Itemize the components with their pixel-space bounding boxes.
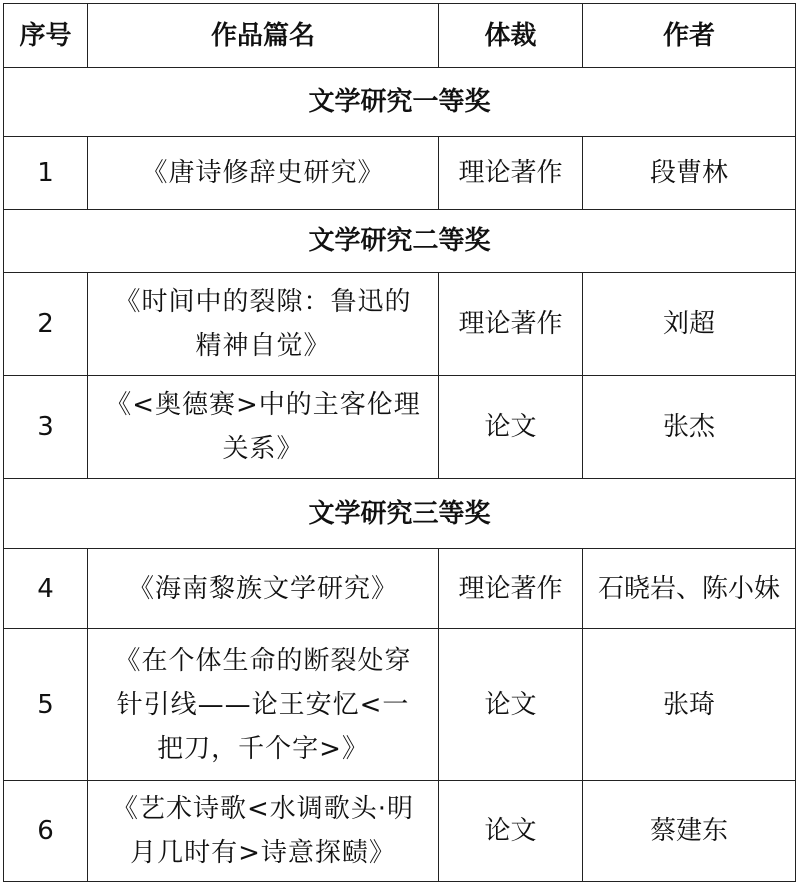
title-line: 《唐诗修辞史研究》: [141, 158, 385, 188]
row-title: [88, 376, 439, 479]
row-genre: 理论著作: [439, 137, 583, 210]
row-author: 蔡建东: [583, 781, 796, 882]
section-row: [4, 479, 796, 549]
table-row: [4, 549, 796, 629]
row-num: 1: [4, 137, 88, 210]
row-author: 刘超: [583, 273, 796, 376]
row-title: [88, 137, 439, 210]
title-line: 《在个体生命的断裂处穿: [114, 645, 412, 676]
row-num: 4: [4, 549, 88, 629]
header-num: 序号: [4, 4, 88, 68]
header-row: [4, 4, 796, 68]
section-row: [4, 210, 796, 273]
row-genre: 理论著作: [439, 549, 583, 629]
title-line: 《艺术诗歌<水调歌头·明: [111, 794, 415, 824]
title-line: 《<奥德赛>中的主客伦理: [105, 390, 421, 420]
section-title-third-prize: 文学研究三等奖: [4, 479, 796, 549]
row-num: 2: [4, 273, 88, 376]
title-line: 精神自觉》: [195, 331, 331, 361]
table-row: [4, 273, 796, 376]
row-num: 3: [4, 376, 88, 479]
row-author: 张杰: [583, 376, 796, 479]
row-author: 段曹林: [583, 137, 796, 210]
title-line: 针引线——论王安忆<一: [116, 689, 410, 720]
header-genre: 体裁: [439, 4, 583, 68]
title-line: 把刀，千个字>》: [157, 733, 369, 764]
section-title-second-prize: 文学研究二等奖: [4, 210, 796, 273]
table-row: [4, 137, 796, 210]
row-genre: 论文: [439, 376, 583, 479]
table-row: [4, 376, 796, 479]
table-row: [4, 781, 796, 882]
table-row: [4, 629, 796, 781]
row-author: 石晓岩、陈小妹: [583, 549, 796, 629]
row-title: [88, 273, 439, 376]
header-author: 作者: [583, 4, 796, 68]
row-num: 6: [4, 781, 88, 882]
row-title: [88, 781, 439, 882]
row-genre: 理论著作: [439, 273, 583, 376]
awards-table: [3, 3, 796, 882]
title-line: 关系》: [222, 434, 304, 464]
header-title: 作品篇名: [88, 4, 439, 68]
section-row: [4, 68, 796, 137]
section-title-first-prize: 文学研究一等奖: [4, 68, 796, 137]
row-title: [88, 629, 439, 781]
title-line: 《时间中的裂隙：鲁迅的: [114, 287, 412, 317]
row-genre: 论文: [439, 629, 583, 781]
row-title: [88, 549, 439, 629]
title-line: 《海南黎族文学研究》: [127, 573, 398, 604]
row-num: 5: [4, 629, 88, 781]
row-author: 张琦: [583, 629, 796, 781]
row-genre: 论文: [439, 781, 583, 882]
title-line: 月几时有>诗意探赜》: [130, 838, 396, 868]
